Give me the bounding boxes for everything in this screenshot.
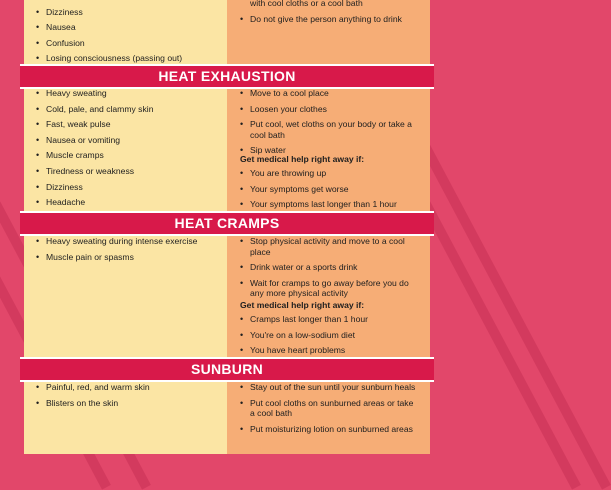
sunburn-symptoms (36, 382, 216, 413)
heat-cramps-header: HEAT CRAMPS (20, 211, 434, 236)
heat-cramps-help-label: Get medical help right away if: (240, 300, 365, 310)
list-item: • Your symptoms last longer than 1 hour (240, 199, 418, 210)
list-item: • Painful, red, and warm skin (36, 382, 216, 393)
list-item: • Sip water (240, 145, 418, 156)
list-item: • Muscle pain or spasms (36, 252, 216, 263)
top-treatment-list (240, 0, 418, 29)
info-card (24, 0, 430, 454)
heat-cramps-treatment (240, 236, 418, 304)
top-symptoms-list (36, 0, 216, 69)
heat-exhaustion-symptoms (36, 88, 216, 228)
list-item: • Headache (36, 197, 216, 208)
heat-exhaustion-header: HEAT EXHAUSTION (20, 64, 434, 89)
list-item: • Heavy sweating (36, 88, 216, 99)
list-item: • Nausea or vomiting (36, 135, 216, 146)
list-item: • Fast, weak pulse (36, 119, 216, 130)
sunburn-treatment (240, 382, 418, 439)
heat-cramps-symptoms (36, 236, 216, 267)
list-item: with cool cloths or a cool bath (250, 0, 363, 8)
heat-exhaustion-treatment (240, 88, 418, 161)
list-item: • Blisters on the skin (36, 398, 216, 409)
sunburn-header: SUNBURN (20, 357, 434, 382)
list-item: • You have heart problems (240, 345, 418, 356)
list-item: • Your symptoms get worse (240, 184, 418, 195)
list-item: • Dizziness (36, 182, 216, 193)
heat-exhaustion-help-list (240, 168, 418, 215)
list-item: • Tiredness or weakness (36, 166, 216, 177)
list-item: • Stop physical activity and move to a cool place (240, 236, 418, 257)
list-item: • Cold, pale, and clammy skin (36, 104, 216, 115)
heat-exhaustion-help-label: Get medical help right away if: (240, 154, 365, 164)
list-item: • Muscle cramps (36, 150, 216, 161)
list-item: • Cramps last longer than 1 hour (240, 314, 418, 325)
list-item: • Stay out of the sun until your sunburn heals (240, 382, 418, 393)
list-item: • Heavy sweating during intense exercise (36, 236, 216, 247)
list-item: • You are throwing up (240, 168, 418, 179)
list-item: • Losing consciousness (passing out) (36, 53, 216, 64)
list-item: • Dizziness (36, 7, 216, 18)
heat-cramps-help-list (240, 314, 418, 361)
list-item: • Do not give the person anything to drink (240, 14, 418, 25)
list-item: • Put moisturizing lotion on sunburned areas (240, 424, 418, 435)
list-item: • Put cool cloths on sunburned areas or take a cool bath (240, 398, 418, 419)
list-item: • You're on a low-sodium diet (240, 330, 418, 341)
list-item: • Drink water or a sports drink (240, 262, 418, 273)
list-item: • Confusion (36, 38, 216, 49)
list-item (36, 0, 216, 2)
list-item: • Nausea (36, 22, 216, 33)
list-item: • Move to a cool place (240, 88, 418, 99)
list-item: • Loosen your clothes (240, 104, 418, 115)
list-item: • Put cool, wet cloths on your body or take a cool bath (240, 119, 418, 140)
list-item: • Wait for cramps to go away before you do any more physical activity (240, 278, 418, 299)
